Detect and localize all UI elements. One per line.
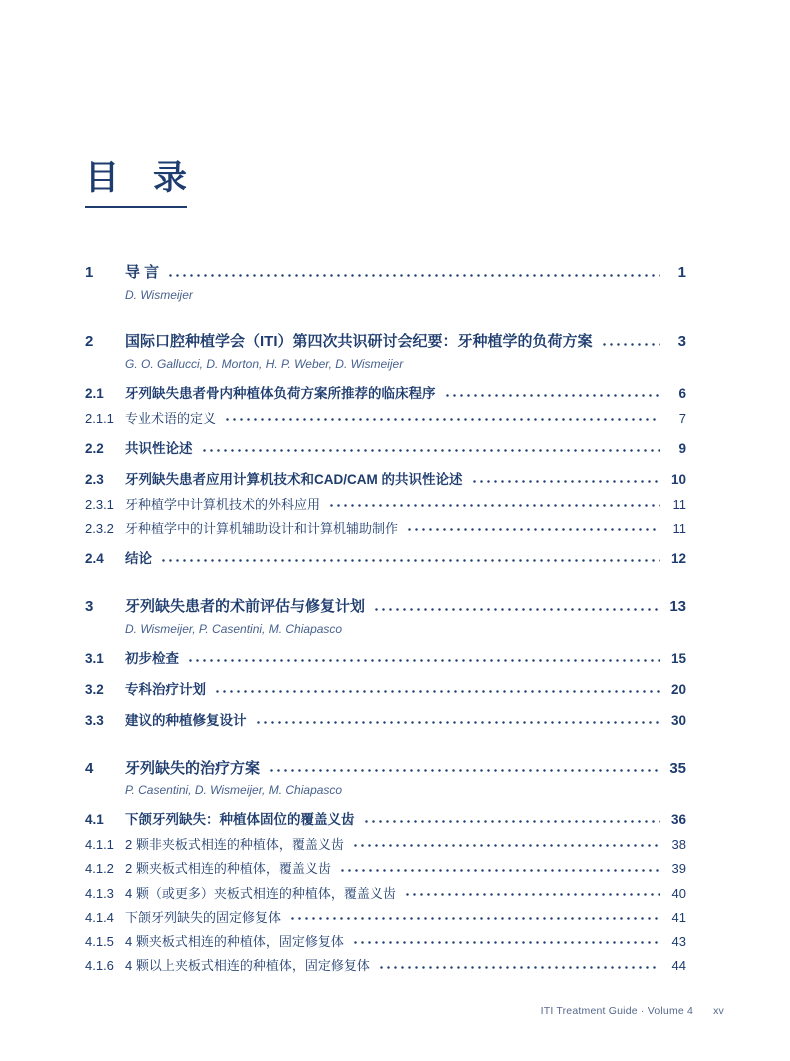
toc-entry[interactable] — [85, 837, 686, 853]
toc-entry[interactable] — [85, 910, 686, 926]
toc-entry-title: 下颌牙列缺失：种植体固位的覆盖义齿 — [125, 812, 355, 828]
toc-entry-page: 1 — [677, 264, 686, 282]
toc-entry[interactable] — [85, 472, 686, 489]
toc-entry-number: 2.3.1 — [85, 496, 114, 512]
toc-entry-number: 2.3.2 — [85, 521, 114, 537]
toc-entry-number: 4.1.4 — [85, 909, 114, 925]
toc-entry[interactable] — [85, 958, 686, 974]
toc-entry-page: 44 — [671, 958, 686, 974]
toc-entry-number: 2 — [85, 333, 94, 351]
toc-entry[interactable] — [85, 551, 686, 568]
toc-entry-page: 41 — [671, 909, 686, 925]
toc-list — [85, 264, 686, 974]
toc-entry-page: 10 — [670, 471, 686, 487]
toc-entry-title: 下颌牙列缺失的固定修复体 — [125, 909, 282, 925]
dot-leader-icon — [406, 521, 660, 537]
footer-volume-label: ITI Treatment Guide · Volume 4 — [540, 1005, 694, 1017]
dot-leader-icon — [214, 682, 660, 699]
toc-entry-page: 36 — [670, 812, 686, 828]
dot-leader-icon — [378, 958, 660, 974]
toc-entry-title: 结论 — [125, 551, 152, 567]
dot-leader-icon — [352, 934, 660, 950]
toc-entry-title: 4 颗以上夹板式相连的种植体，固定修复体 — [125, 958, 370, 974]
dot-leader-icon — [352, 837, 660, 853]
toc-entry-title: 初步检查 — [125, 650, 179, 666]
toc-entry-title: 牙列缺失的治疗方案 — [125, 759, 261, 777]
toc-entry-page: 9 — [678, 441, 686, 457]
toc-entry-page: 11 — [672, 496, 686, 512]
toc-entry[interactable] — [85, 441, 686, 458]
toc-entry-page: 13 — [669, 598, 686, 616]
toc-entry[interactable] — [85, 386, 686, 403]
toc-entry-page: 15 — [670, 650, 686, 666]
toc-entry-number: 4.1.2 — [85, 861, 114, 877]
toc-entry-authors: G. O. Gallucci, D. Morton, H. P. Weber, D. Wismeijer — [125, 356, 404, 371]
toc-entry-page: 12 — [670, 551, 686, 567]
toc-entry-title: 4 颗（或更多）夹板式相连的种植体，覆盖义齿 — [125, 885, 396, 901]
toc-entry-number: 3.1 — [85, 650, 104, 666]
toc-entry-title: 专科治疗计划 — [125, 681, 206, 697]
toc-entry[interactable] — [85, 264, 686, 283]
toc-entry[interactable] — [85, 333, 686, 352]
dot-leader-icon — [201, 441, 661, 458]
toc-entry[interactable] — [85, 812, 686, 829]
toc-entry-page: 20 — [670, 681, 686, 697]
toc-entry[interactable] — [85, 521, 686, 537]
toc-entry[interactable] — [85, 497, 686, 513]
toc-entry-number: 4.1.6 — [85, 958, 114, 974]
toc-entry-page: 3 — [677, 333, 686, 351]
dot-leader-icon — [224, 411, 660, 427]
toc-entry-number: 3.2 — [85, 681, 104, 697]
toc-entry-authors: D. Wismeijer, P. Casentini, M. Chiapasco — [125, 621, 343, 636]
toc-entry[interactable] — [85, 411, 686, 427]
toc-entry-number: 4.1.1 — [85, 837, 114, 853]
toc-entry-authors: D. Wismeijer — [125, 288, 193, 303]
toc-entry-number: 2.3 — [85, 471, 104, 487]
dot-leader-icon — [255, 713, 661, 730]
toc-entry-number: 2.4 — [85, 551, 104, 567]
toc-entry-number: 4.1 — [85, 812, 104, 828]
dot-leader-icon — [373, 598, 660, 617]
dot-leader-icon — [160, 551, 660, 568]
dot-leader-icon — [363, 812, 661, 829]
toc-entry-number: 4.1.5 — [85, 934, 114, 950]
footer-page-number: xv — [713, 1005, 724, 1017]
page-footer — [541, 1005, 724, 1017]
toc-entry[interactable] — [85, 760, 686, 779]
toc-entry-number: 3.3 — [85, 712, 104, 728]
toc-entry-page: 6 — [678, 385, 686, 401]
dot-leader-icon — [289, 910, 660, 926]
toc-entry-number: 4 — [85, 759, 94, 777]
toc-entry-title: 国际口腔种植学会（ITI）第四次共识研讨会纪要：牙种植学的负荷方案 — [125, 333, 593, 351]
toc-entry-title: 建议的种植修复设计 — [125, 712, 247, 728]
toc-entry-title: 牙列缺失患者的术前评估与修复计划 — [125, 598, 366, 616]
toc-entry-number: 2.1.1 — [85, 410, 114, 426]
toc-entry-page: 35 — [669, 759, 686, 777]
toc-entry-title: 共识性论述 — [125, 441, 193, 457]
toc-entry-page: 11 — [672, 521, 686, 537]
toc-entry-number: 3 — [85, 598, 94, 616]
dot-leader-icon — [187, 651, 660, 668]
toc-entry-page: 38 — [671, 837, 686, 853]
toc-entry-page: 43 — [671, 934, 686, 950]
toc-entry-title: 牙列缺失患者骨内种植体负荷方案所推荐的临床程序 — [125, 385, 436, 401]
toc-entry[interactable] — [85, 682, 686, 699]
toc-entry[interactable] — [85, 713, 686, 730]
toc-entry-number: 2.2 — [85, 441, 104, 457]
dot-leader-icon — [268, 760, 660, 779]
dot-leader-icon — [404, 886, 660, 902]
toc-entry[interactable] — [85, 861, 686, 877]
dot-leader-icon — [328, 497, 660, 513]
toc-entry[interactable] — [85, 651, 686, 668]
dot-leader-icon — [444, 386, 661, 403]
toc-entry-title: 牙种植学中的计算机辅助设计和计算机辅助制作 — [125, 521, 399, 537]
toc-entry-authors: P. Casentini, D. Wismeijer, M. Chiapasco — [125, 783, 343, 798]
toc-entry-page: 7 — [678, 410, 686, 426]
dot-leader-icon — [167, 264, 660, 283]
dot-leader-icon — [601, 333, 660, 352]
dot-leader-icon — [339, 861, 660, 877]
toc-entry[interactable] — [85, 598, 686, 617]
toc-entry-title: 2 颗非夹板式相连的种植体，覆盖义齿 — [125, 837, 344, 853]
toc-entry-title: 专业术语的定义 — [125, 410, 217, 426]
toc-entry-title: 2 颗夹板式相连的种植体，覆盖义齿 — [125, 861, 331, 877]
toc-entry-title: 牙列缺失患者应用计算机技术和CAD/CAM 的共识性论述 — [125, 471, 463, 487]
toc-entry-page: 40 — [671, 885, 686, 901]
toc-entry-number: 2.1 — [85, 385, 104, 401]
toc-entry-title: 4 颗夹板式相连的种植体，固定修复体 — [125, 934, 344, 950]
toc-entry-number: 4.1.3 — [85, 885, 114, 901]
dot-leader-icon — [471, 472, 661, 489]
toc-entry[interactable] — [85, 886, 686, 902]
toc-entry-number: 1 — [85, 264, 94, 282]
toc-entry-title: 牙种植学中计算机技术的外科应用 — [125, 496, 321, 512]
toc-entry[interactable] — [85, 934, 686, 950]
page-title: 目 录 — [85, 160, 187, 208]
toc-entry-title: 导 言 — [125, 264, 160, 282]
toc-entry-page: 39 — [671, 861, 686, 877]
toc-entry-page: 30 — [670, 712, 686, 728]
